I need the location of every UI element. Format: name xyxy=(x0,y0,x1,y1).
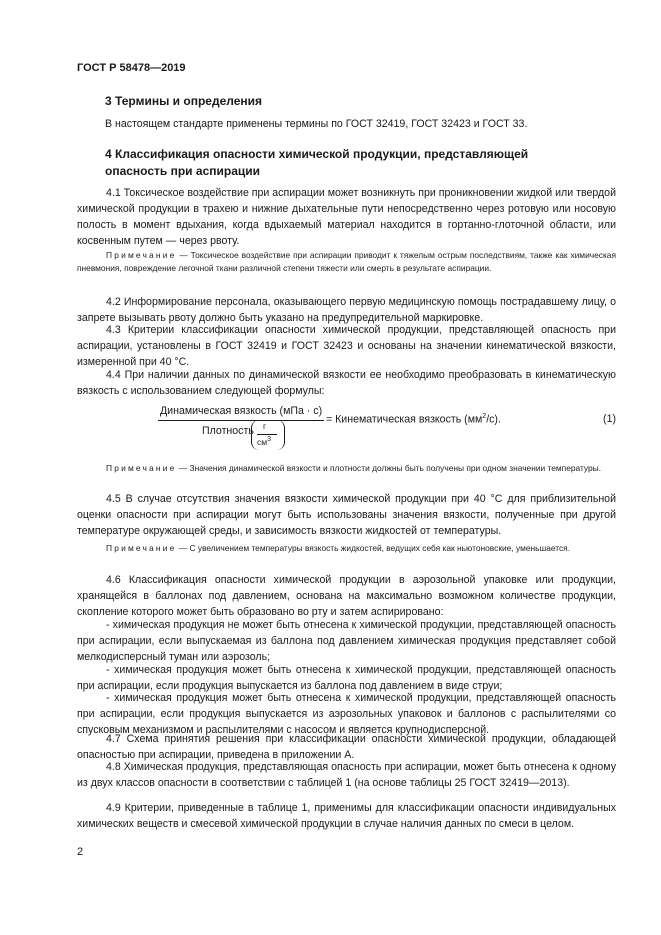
note-3 xyxy=(77,542,616,555)
note-1-label: Примечание xyxy=(106,250,177,260)
document-header: ГОСТ Р 58478—2019 xyxy=(77,62,186,74)
note-2-text: — Значения динамической вязкости и плотности должны быть получены при одном значении температуры. xyxy=(176,463,602,473)
paragraph-4-8: 4.8 Химическая продукция, представляющая опасность при аспирации, может быть отнесена к одному из двух классов опасности в соответствии с таблицей 1 (на основе таблицы 25 ГОСТ 32419—2013). xyxy=(77,761,616,789)
formula-denominator: Плотность xyxy=(202,425,254,437)
formula-fraction-line xyxy=(158,420,324,421)
paragraph-4-6: 4.6 Классификация опасности химической продукции в аэрозольной упаковке или продукции, хранящейся в баллонах под давлением, основана на максимально возможном количестве продукции, скопление которого может быть образовано во рту и затем аспирировано: xyxy=(77,574,616,618)
formula-inner-numerator: г xyxy=(263,421,267,431)
section-4-heading xyxy=(105,146,528,180)
bullet-item-1: - химическая продукция не может быть отнесена к химической продукции, представляющей опасность при аспирации, если выпускаемая из баллона под давлением химическая продукция представляет собой мелкодисперсный туман или аэрозоль; xyxy=(77,619,616,663)
paragraph-4-7: 4.7 Схема принятия решения при классификации опасности химической продукции, обладающей опасностью при аспирации, приведена в приложении А. xyxy=(77,733,616,761)
paragraph-4-3: 4.3 Критерии классификации опасности химической продукции, представляющей опасность при аспирации, установлены в ГОСТ 32419 и ГОСТ 32423 и основаны на значении кинематической вязкости, измеренной при 40 °С. xyxy=(77,324,616,368)
paragraph-4-9: 4.9 Критерии, приведенные в таблице 1, применимы для классификации опасности индивидуальных химических веществ и смесевой химической продукции в случае наличия данных по смеси в целом. xyxy=(77,802,616,830)
section-3-heading: 3 Термины и определения xyxy=(105,94,263,108)
section-3-text: В настоящем стандарте применены термины по ГОСТ 32419, ГОСТ 32423 и ГОСТ 33. xyxy=(105,118,528,130)
page-number: 2 xyxy=(77,846,84,858)
formula-right-side: = Кинематическая вязкость $(мм^2/с)$. xyxy=(326,413,501,426)
formula-inner-denominator: $см^3$ xyxy=(257,436,271,447)
note-1 xyxy=(77,249,616,275)
note-1-text: — Токсическое воздействие при аспирации приводит к тяжелым острым последствиям, также как химическая пневмония, повреждение легочной ткани различной степени тяжести или смерть в результате аспирации. xyxy=(77,250,616,273)
paragraph-4-4: 4.4 При наличии данных по динамической вязкости ее необходимо преобразовать в кинематическую вязкость с использованием следующей формулы: xyxy=(77,369,616,397)
paragraph-4-5: 4.5 В случае отсутствия значения вязкости химической продукции при 40 °С для приблизительной оценки опасности при аспирации могут быть использованы значения вязкости, полученные при другой температуре окружающей среды, и зависимость вязкости жидкостей от температуры. xyxy=(77,493,616,537)
paragraph-4-2: 4.2 Информирование персонала, оказывающего первую медицинскую помощь пострадавшему лицу, о запрете вызывать рвоту должно быть указано на предупредительной маркировке. xyxy=(77,296,616,324)
section-4-heading-line2: опасность при аспирации xyxy=(105,164,261,178)
note-2-label: Примечание xyxy=(106,463,177,473)
formula-numerator: Динамическая вязкость (мПа · с) xyxy=(160,405,323,417)
note-3-label: Примечание xyxy=(106,543,177,553)
formula-number: (1) xyxy=(603,413,616,425)
bullet-item-2: - химическая продукция может быть отнесена к химической продукции, представляющей опасность при аспирации, если продукция выпускается из баллона под давлением в виде струи; xyxy=(77,664,616,692)
paragraph-4-1: 4.1 Токсическое воздействие при аспирации может возникнуть при проникновении жидкой или твердой химической продукции в трахею и нижние дыхательные пути непосредственно через ротовую или носовую полость в момент вдыхания, когда вдыхаемый материал находится в гортанно-глоточной области, или косвенным путем — через рвоту. xyxy=(77,187,616,247)
section-4-heading-line1: 4 Классификация опасности химической продукции, представляющей xyxy=(105,147,529,161)
bullet-item-3: - химическая продукция может быть отнесена к химической продукции, представляющей опасность при аспирации, если продукция выпускается из аэрозольных упаковок и баллонов с распылителями со спусковым механизмом и распылителями с насосом и является крупнодисперсной. xyxy=(77,692,616,736)
formula-1 xyxy=(130,405,616,457)
note-2 xyxy=(77,462,616,475)
formula-inner-line xyxy=(257,434,277,435)
note-3-text: — С увеличением температуры вязкость жидкостей, ведущих себя как ньютоновские, уменьшается. xyxy=(176,543,571,553)
